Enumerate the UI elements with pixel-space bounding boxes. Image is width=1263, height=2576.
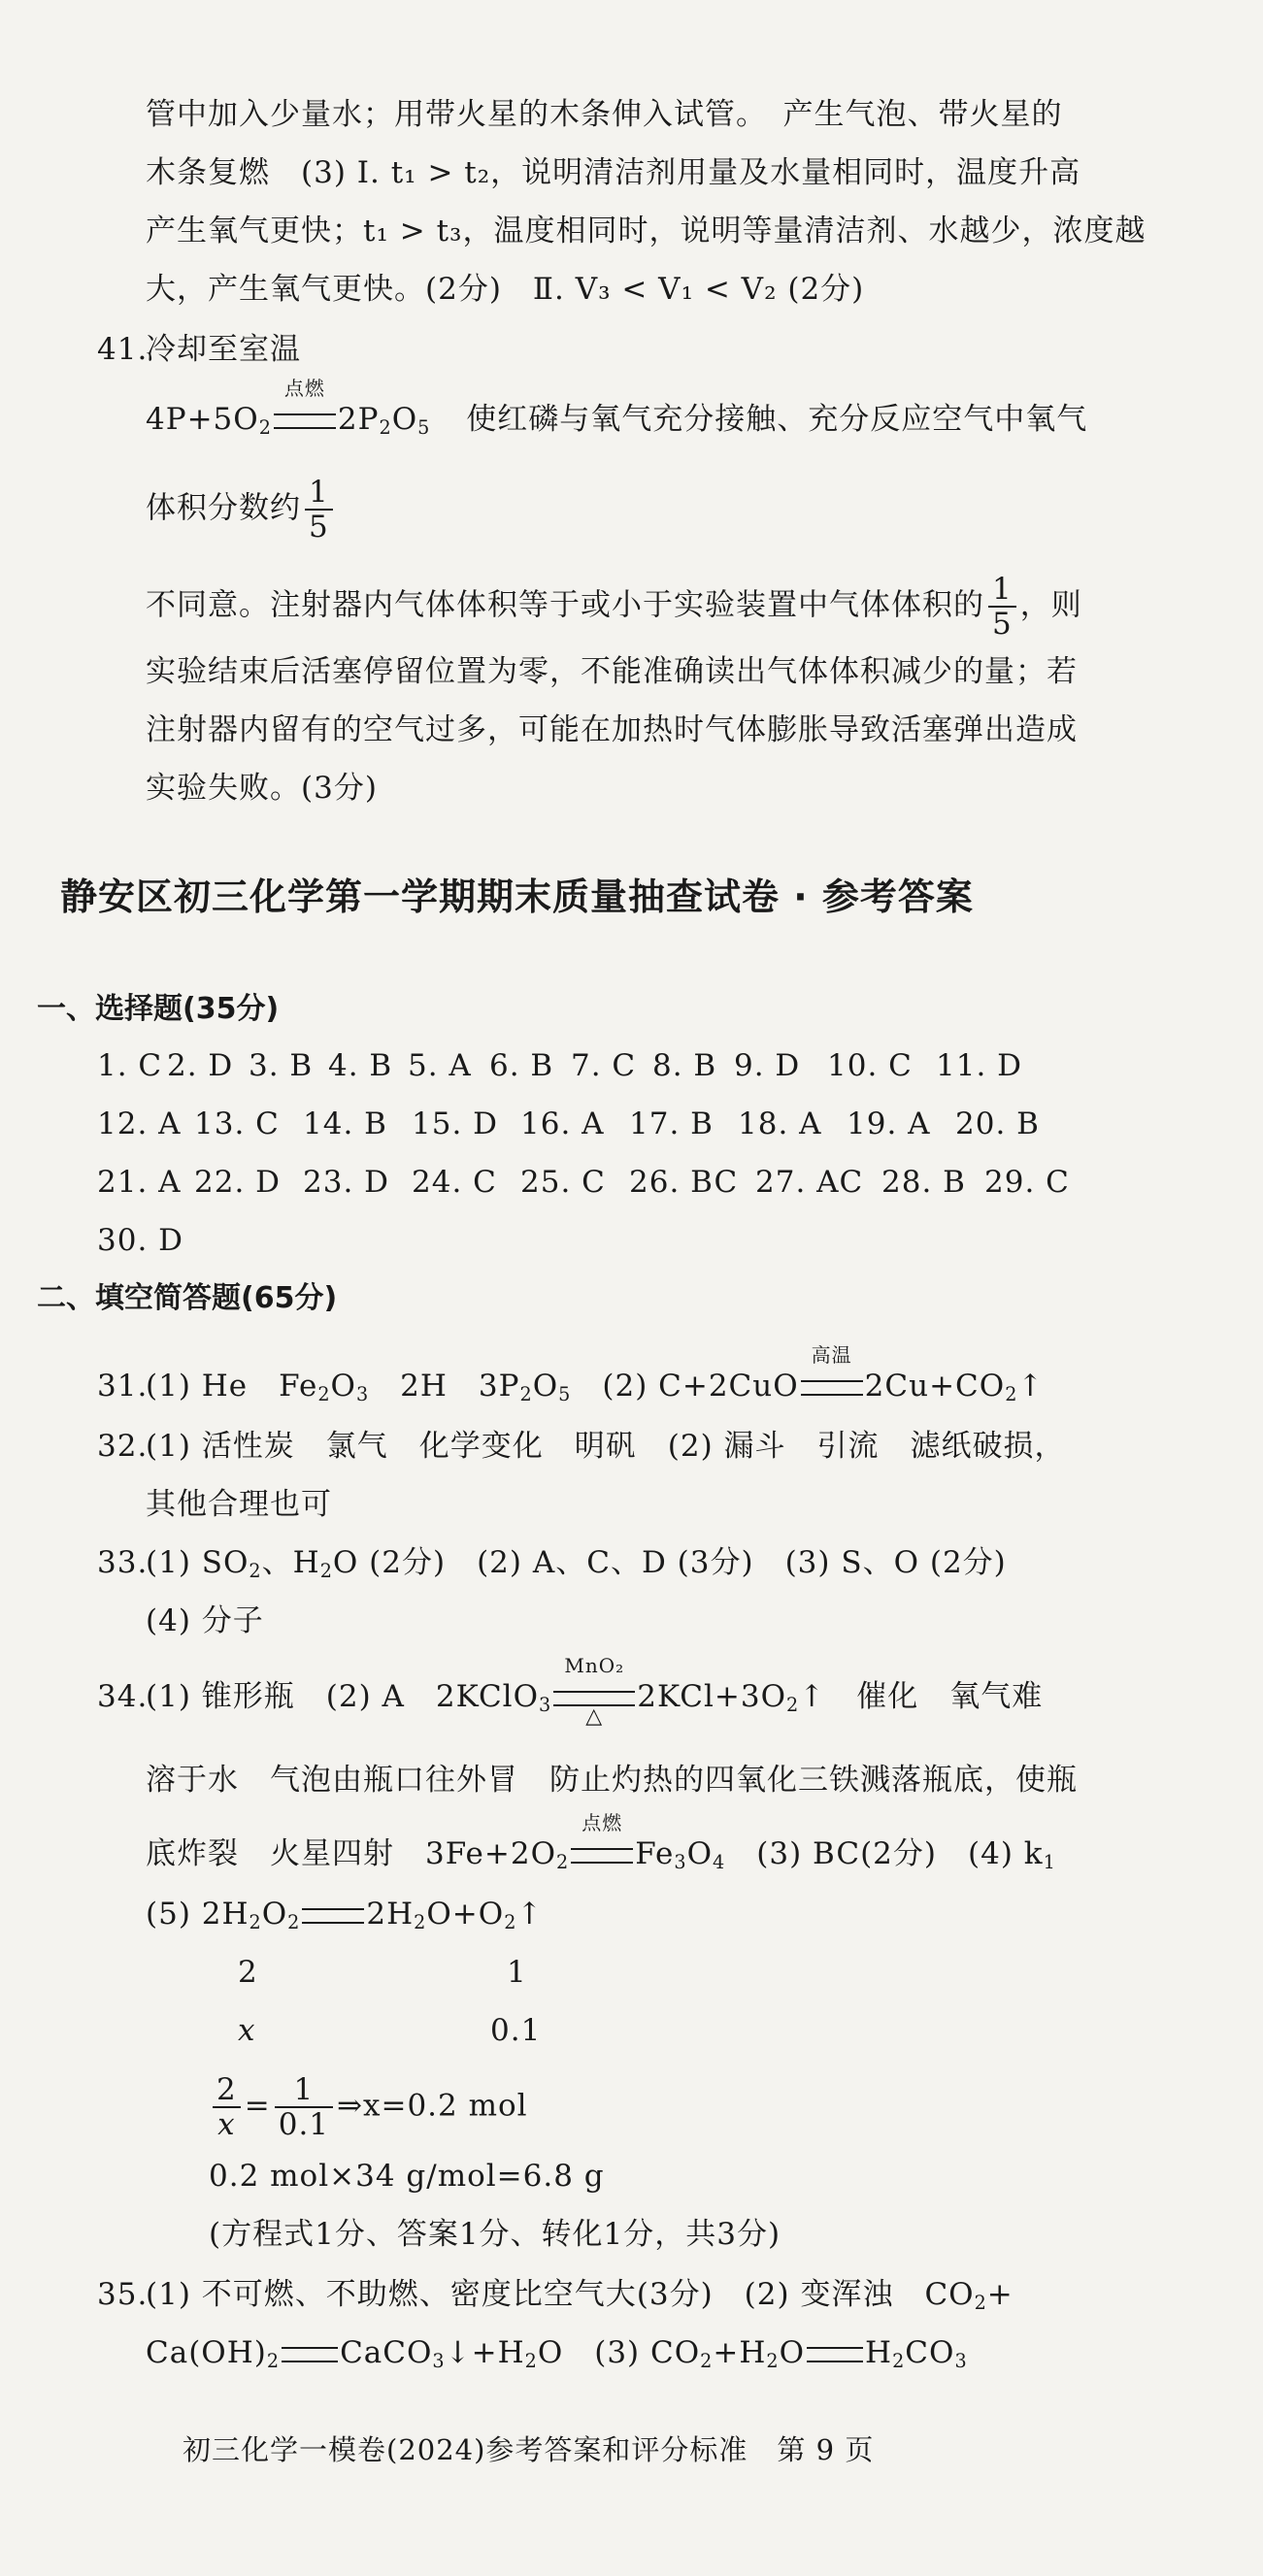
q33-answer-1: (1) $SO_2$、$H_2O$ (2分) (2) A、C、D (3分) (3) S、O (2分) <box>146 1545 1007 1582</box>
q41-eq-arrow <box>274 377 336 439</box>
q34-answer-4: (5) $2H_2O_2$ $2H_2O+O_2↑$ <box>146 1897 544 1933</box>
q34-ratio-bottom-right: 0.1 <box>490 2013 542 2048</box>
q41-answer-4: 不同意。注射器内气体体积等于或小于实验装置中气体体积的 <box>146 587 984 623</box>
q41-answer-2: 使红磷与氧气充分接触、充分反应空气中氧气 <box>466 402 1088 437</box>
q34-eq-arrow-2: 点燃 <box>571 1834 633 1873</box>
q32-answer-1: (1) 活性炭 氯气 化学变化 明矾 (2) 漏斗 引流 滤纸破损， <box>146 1429 1066 1464</box>
q35-number: 35. <box>97 2277 149 2312</box>
mc-row-3: 21. A 22. D 23. D 24. C 25. C 26. BC 27. AC 28. B 29. C <box>97 1165 1070 1200</box>
q41-answer-3-line <box>146 476 337 544</box>
q41-eq-right: 2P <box>337 402 380 437</box>
page-title: 静安区初三化学第一学期期末质量抽查试卷 · 参考答案 <box>60 875 974 918</box>
q41-equation-line: $4P+5O_2$ 点燃 $2P_2O_5$ 使红磷与氧气充分接触、充分反应空气中氧气 <box>146 377 1088 439</box>
q31-number: 31. <box>97 1369 149 1404</box>
mc-row-4: 30. D <box>97 1223 184 1258</box>
q32-answer-2: 其他合理也可 <box>146 1487 332 1522</box>
q34-ratio-bottom-left: x <box>238 2013 256 2048</box>
prev-answer-line-3: 产生氧气更快；t₁ > t₃，温度相同时，说明等量清洁剂、水越少，浓度越 <box>146 214 1147 248</box>
section-1-heading: 一、选择题(35分) <box>37 992 280 1026</box>
q41-eq-left: 4P+5O <box>146 402 259 437</box>
q32-number: 32. <box>97 1429 149 1464</box>
q41-number: 41. <box>97 332 149 367</box>
q34-calculation: $\frac{2}{x}$ = $\frac{1}{0.1}$ ⇒x=0.2 mol <box>209 2073 528 2141</box>
q41-answer-6: 注射器内留有的空气过多，可能在加热时气体膨胀导致活塞弹出造成 <box>146 712 1078 747</box>
q34-ratio-top-right: 1 <box>507 1955 527 1990</box>
page-footer: 初三化学一模卷(2024)参考答案和评分标准 第 9 页 <box>183 2433 875 2466</box>
q35-answer-1: (1) 不可燃、不助燃、密度比空气大(3分) (2) 变浑浊 $CO_2+$ <box>146 2277 1014 2314</box>
q34-eq-arrow-1: MnO₂ △ <box>553 1677 635 1716</box>
prev-answer-line-2: 木条复燃 (3) Ⅰ. t₁ > t₂，说明清洁剂用量及水量相同时，温度升高 <box>146 155 1081 190</box>
q35-answer-2: $Ca(OH)_2$ $CaCO_3↓+H_2O$ (3) $CO_2+H_2O$ $H_2CO_3$ <box>146 2335 968 2372</box>
q41-eq-condition: 点燃 <box>283 377 325 400</box>
mc-row-1: 1. C 2. D 3. B 4. B 5. A 6. B 7. C 8. B 9. D 10. C 11. D <box>97 1048 1023 1083</box>
prev-answer-line-4: 大，产生氧气更快。(2分) Ⅱ. V₃ < V₁ < V₂ (2分) <box>146 272 865 307</box>
q41-fraction-2: $\frac{1}{5}$ <box>988 573 1016 641</box>
q34-eq-arrow-3 <box>302 1895 364 1933</box>
q41-answer-1: 冷却至室温 <box>146 332 301 367</box>
q31-answer: (1) He $Fe_2O_3$ 2H $3P_2O_5$ (2) C+2CuO 高温 $2Cu+CO_2↑$ <box>146 1343 1045 1405</box>
q41-answer-4-line: 不同意。注射器内气体体积等于或小于实验装置中气体体积的 $\frac{1}{5}$ ，则 <box>146 572 1082 642</box>
prev-answer-line-1: 管中加入少量水；用带火星的木条伸入试管。 产生气泡、带火星的 <box>146 97 1063 132</box>
q34-answer-3: 底炸裂 火星四射 $3Fe+2O_2$ 点燃 $Fe_3O_4$ (3) BC(2分) (4) $k_1$ <box>146 1811 1056 1873</box>
q41-answer-3: 体积分数约 <box>146 490 301 526</box>
section-2-heading: 二、填空简答题(65分) <box>37 1281 338 1315</box>
q33-number: 33. <box>97 1545 149 1580</box>
q34-mass-result: 0.2 mol×34 g/mol=6.8 g <box>209 2159 605 2194</box>
mc-row-2: 12. A 13. C 14. B 15. D 16. A 17. B 18. A 19. A 20. B <box>97 1106 1040 1141</box>
q33-answer-2: (4) 分子 <box>146 1603 264 1638</box>
q41-answer-7: 实验失败。(3分) <box>146 771 378 806</box>
q34-answer-1: (1) 锥形瓶 (2) A 2KClO$_3$ MnO₂ △ $2KCl+3O_2↑$ 催化 氧气难 <box>146 1654 1044 1729</box>
q34-ratio-top-left: 2 <box>238 1955 258 1990</box>
q41-answer-5: 实验结束后活塞停留位置为零，不能准确读出气体体积减少的量；若 <box>146 654 1078 689</box>
q41-fraction-1: $\frac{1}{5}$ <box>305 476 333 544</box>
q34-number: 34. <box>97 1679 149 1714</box>
q31-eq-arrow: 高温 <box>801 1367 863 1405</box>
q34-scoring-note: (方程式1分、答案1分、转化1分，共3分) <box>209 2217 781 2252</box>
q34-answer-2: 溶于水 气泡由瓶口往外冒 防止灼热的四氧化三铁溅落瓶底，使瓶 <box>146 1763 1078 1798</box>
